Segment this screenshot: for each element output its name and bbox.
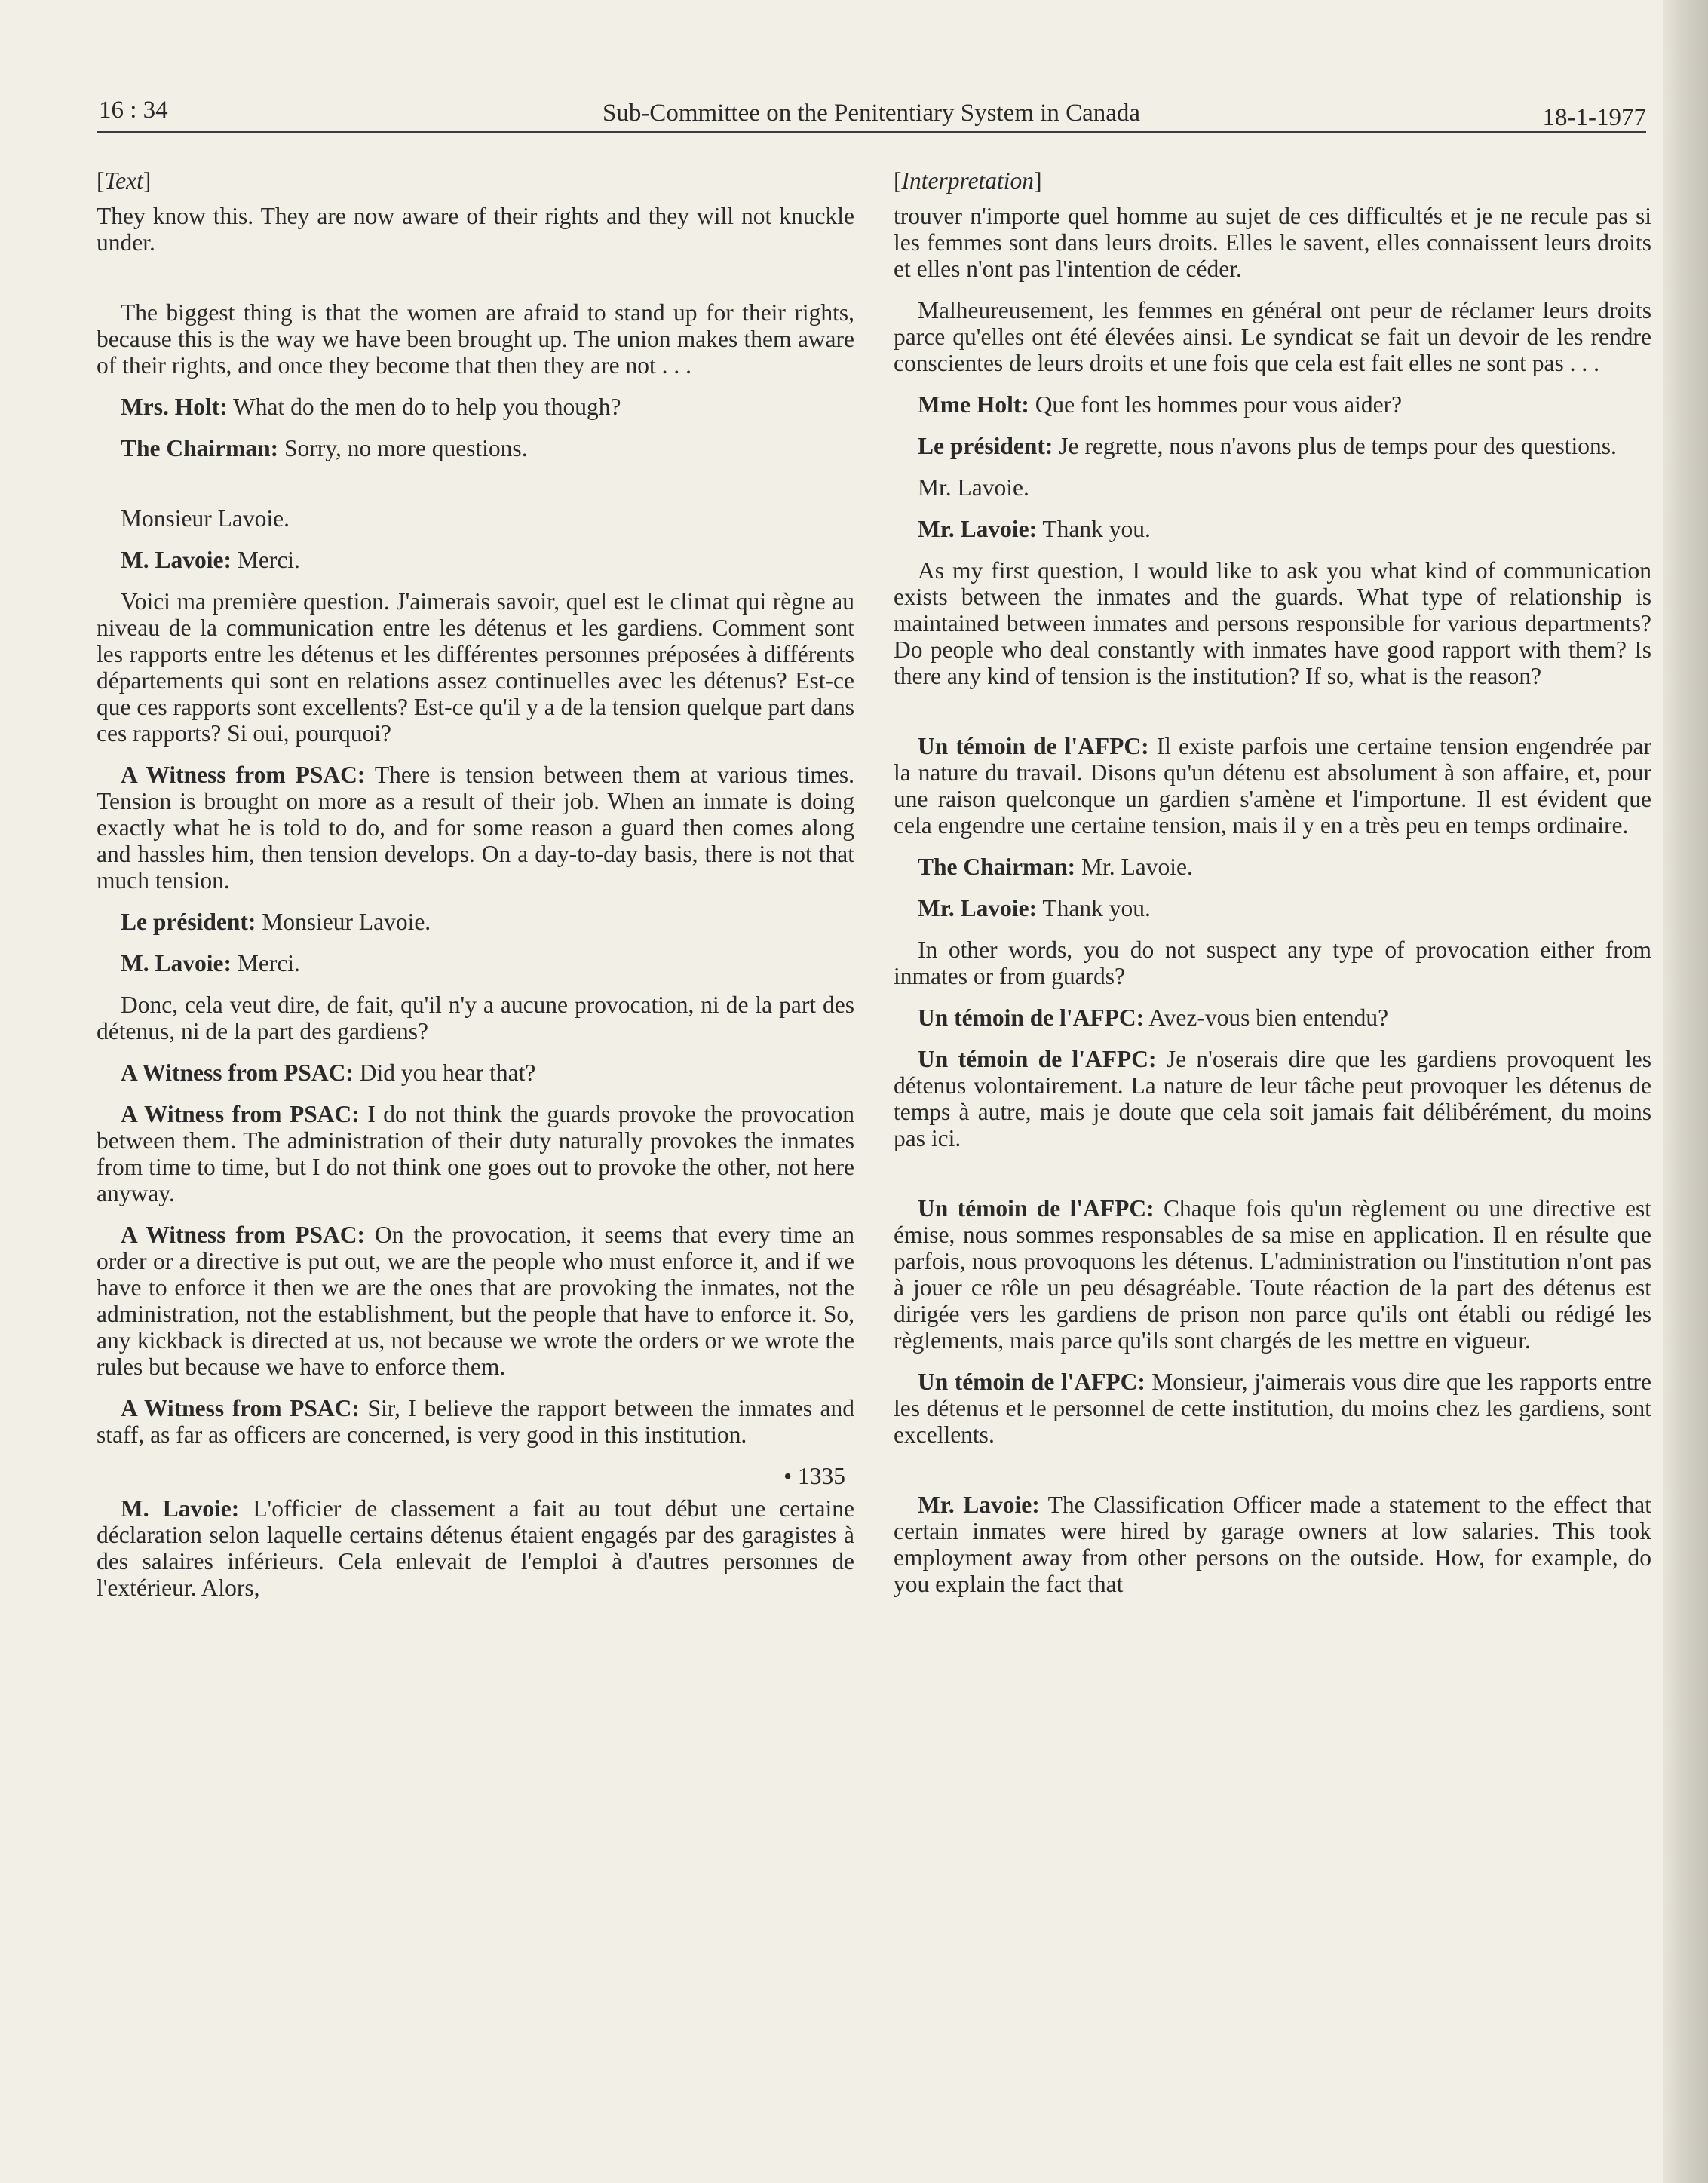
paragraph: The biggest thing is that the women are afraid to stand up for their rights, because this is the way we have been brought up. The union makes them aware of their rights, and once they become that then they are not . . . bbox=[97, 299, 854, 379]
speech: Mr. Lavoie: Thank you. bbox=[918, 895, 1151, 921]
time-marker: • 1335 bbox=[783, 1463, 845, 1489]
speech: M. Lavoie: Merci. bbox=[121, 950, 300, 977]
speaker-name: Mr. Lavoie: bbox=[918, 1492, 1040, 1518]
speaker-name: Mr. Lavoie: bbox=[918, 516, 1038, 542]
speaker-name: M. Lavoie: bbox=[121, 547, 232, 573]
paragraph: As my first question, I would like to ask you what kind of communication exists between the inmates and the guards. What type of relationship is maintained between inmates and persons responsible for various departments? Do people who deal constantly with inmates have good rapport with them? Is there any kind of tension is the institution? If so, what is the reason? bbox=[894, 557, 1651, 689]
speech: A Witness from PSAC: There is tension between them at various times. Tension is brought on more as a result of their job. When an inmate is doing exactly what he is told to do, and for some reason a guard then comes along and hassles him, then tension develops. On a day-to-day basis, there is not that much tension. bbox=[97, 762, 854, 894]
speaker-name: Mme Holt: bbox=[918, 391, 1029, 418]
speech: Un témoin de l'AFPC: Monsieur, j'aimerais vous dire que les rapports entre les détenus et le personnel de cette institution, du moins chez les gardiens, sont excellents. bbox=[894, 1369, 1651, 1448]
speaker-name: M. Lavoie: bbox=[121, 1495, 240, 1522]
paragraph: Mr. Lavoie. bbox=[918, 474, 1029, 501]
speech: Le président: Je regrette, nous n'avons plus de temps pour des questions. bbox=[918, 433, 1617, 459]
speaker-name: A Witness from PSAC: bbox=[121, 762, 366, 788]
speaker-name: A Witness from PSAC: bbox=[121, 1059, 354, 1086]
speech: Mr. Lavoie: Thank you. bbox=[918, 516, 1151, 542]
speaker-name: A Witness from PSAC: bbox=[121, 1101, 360, 1127]
paragraph: They know this. They are now aware of their rights and they will not knuckle under. bbox=[97, 203, 854, 256]
paragraph: trouver n'importe quel homme au sujet de ces difficultés et je ne recule pas si les femmes sont dans leurs droits. Elles le savent, elles connaissent leurs droits et elles n'ont pas l'intention de céder. bbox=[894, 203, 1651, 282]
speech: M. Lavoie: Merci. bbox=[121, 547, 300, 573]
speaker-name: Mr. Lavoie: bbox=[918, 895, 1038, 921]
speaker-name: Mrs. Holt: bbox=[121, 394, 228, 420]
paragraph: In other words, you do not suspect any type of provocation either from inmates or from guards? bbox=[894, 937, 1651, 989]
speech: A Witness from PSAC: On the provocation, it seems that every time an order or a directive is put out, we are the people who must enforce it, and if we have to enforce it then we are the ones that are provoking the inmates, not the administration, not the establishment, but the people that have to enforce it. So, any kickback is directed at us, not because we wrote the orders or we wrote the rules but because we have to enforce them. bbox=[97, 1222, 854, 1380]
speech: The Chairman: Mr. Lavoie. bbox=[918, 854, 1193, 880]
speech: Mrs. Holt: What do the men do to help you though? bbox=[121, 394, 621, 420]
speech: Un témoin de l'AFPC: Avez-vous bien entendu? bbox=[918, 1004, 1389, 1031]
speaker-name: The Chairman: bbox=[918, 854, 1076, 880]
speaker-name: Le président: bbox=[121, 909, 256, 935]
right-column bbox=[894, 167, 1651, 1612]
speech: A Witness from PSAC: I do not think the guards provoke the provocation between them. The administration of their duty naturally provokes the inmates from time to time, but I do not think one goes out to provoke the other, not here anyway. bbox=[97, 1101, 854, 1206]
speech: Un témoin de l'AFPC: Chaque fois qu'un règlement ou une directive est émise, nous sommes responsables de sa mise en application. Il en résulte que parfois, nous provoquons les détenus. L'administration ou l'institution n'ont pas à jouer ce rôle un peu désagréable. Toute réaction de la part des détenus est dirigée vers les gardiens de prison non parce qu'ils ont établi ou rédigé les règlements, mais parce qu'ils sont chargés de les mettre en vigueur. bbox=[894, 1195, 1651, 1354]
language-tag: [Text] bbox=[97, 167, 152, 194]
paragraph: Malheureusement, les femmes en général ont peur de réclamer leurs droits parce qu'elles ont été élevées ainsi. Le syndicat se fait un devoir de les rendre conscientes de leurs droits et une fois que cela est fait elles ne sont pas . . . bbox=[894, 297, 1651, 376]
speech: Le président: Monsieur Lavoie. bbox=[121, 909, 431, 935]
speaker-name: The Chairman: bbox=[121, 435, 279, 461]
speech: Mr. Lavoie: The Classification Officer made a statement to the effect that certain inmates were hired by garage owners at low salaries. This took employment away from other persons on the outside. How, for example, do you explain the fact that bbox=[894, 1492, 1651, 1597]
paragraph: Monsieur Lavoie. bbox=[121, 505, 290, 532]
speech: Un témoin de l'AFPC: Je n'oserais dire que les gardiens provoquent les détenus volontairement. La nature de leur tâche peut provoquer les détenus de temps à autre, mais je doute que cela soit jamais fait délibérément, du moins pas ici. bbox=[894, 1046, 1651, 1151]
paragraph: Voici ma première question. J'aimerais savoir, quel est le climat qui règne au niveau de la communication entre les détenus et les gardiens. Comment sont les rapports entre les détenus et les différentes personnes préposées à différents départements qui sont en relations assez continuelles avec les détenus? Est-ce que ces rapports sont excellents? Est-ce qu'il y a de la tension quelque part dans ces rapports? Si oui, pourquoi? bbox=[97, 588, 854, 747]
speaker-name: Un témoin de l'AFPC: bbox=[918, 1046, 1157, 1072]
speaker-name: A Witness from PSAC: bbox=[121, 1222, 366, 1248]
speech: The Chairman: Sorry, no more questions. bbox=[121, 435, 528, 461]
header-date: 18-1-1977 bbox=[1542, 104, 1646, 131]
speech: A Witness from PSAC: Sir, I believe the rapport between the inmates and staff, as far as officers are concerned, is very good in this institution. bbox=[97, 1395, 855, 1448]
page-binding-edge bbox=[1663, 0, 1708, 2183]
speech: M. Lavoie: L'officier de classement a fait au tout début une certaine déclaration selon laquelle certains détenus étaient engagés par des garagistes à des salaires inférieurs. Cela enlevait de l'emploi à d'autres personnes de l'extérieur. Alors, bbox=[97, 1495, 855, 1601]
speaker-name: Un témoin de l'AFPC: bbox=[918, 1195, 1155, 1222]
speaker-name: A Witness from PSAC: bbox=[121, 1395, 360, 1421]
page-title: Sub-Committee on the Penitentiary System in Canada bbox=[602, 100, 1141, 127]
language-tag: [Interpretation] bbox=[894, 167, 1042, 194]
speaker-name: Un témoin de l'AFPC: bbox=[918, 1004, 1145, 1031]
speaker-name: Un témoin de l'AFPC: bbox=[918, 1369, 1145, 1395]
left-column bbox=[97, 167, 854, 1616]
page-header bbox=[97, 92, 1646, 133]
speaker-name: Le président: bbox=[918, 433, 1053, 459]
speaker-name: M. Lavoie: bbox=[121, 950, 232, 977]
speech: A Witness from PSAC: Did you hear that? bbox=[121, 1059, 536, 1086]
speech: Un témoin de l'AFPC: Il existe parfois une certaine tension engendrée par la nature du travail. Disons qu'un détenu est absolument à son affaire, et, pour une raison quelconque un gardien s'amène et l'importune. Il est évident que cela engendre une certaine tension, mais il y en a très peu en temps ordinaire. bbox=[894, 733, 1652, 839]
page-number: 16 : 34 bbox=[99, 97, 168, 124]
speech: Mme Holt: Que font les hommes pour vous aider? bbox=[918, 391, 1403, 418]
speaker-name: Un témoin de l'AFPC: bbox=[918, 733, 1149, 759]
paragraph: Donc, cela veut dire, de fait, qu'il n'y a aucune provocation, ni de la part des détenus, ni de la part des gardiens? bbox=[97, 992, 854, 1044]
